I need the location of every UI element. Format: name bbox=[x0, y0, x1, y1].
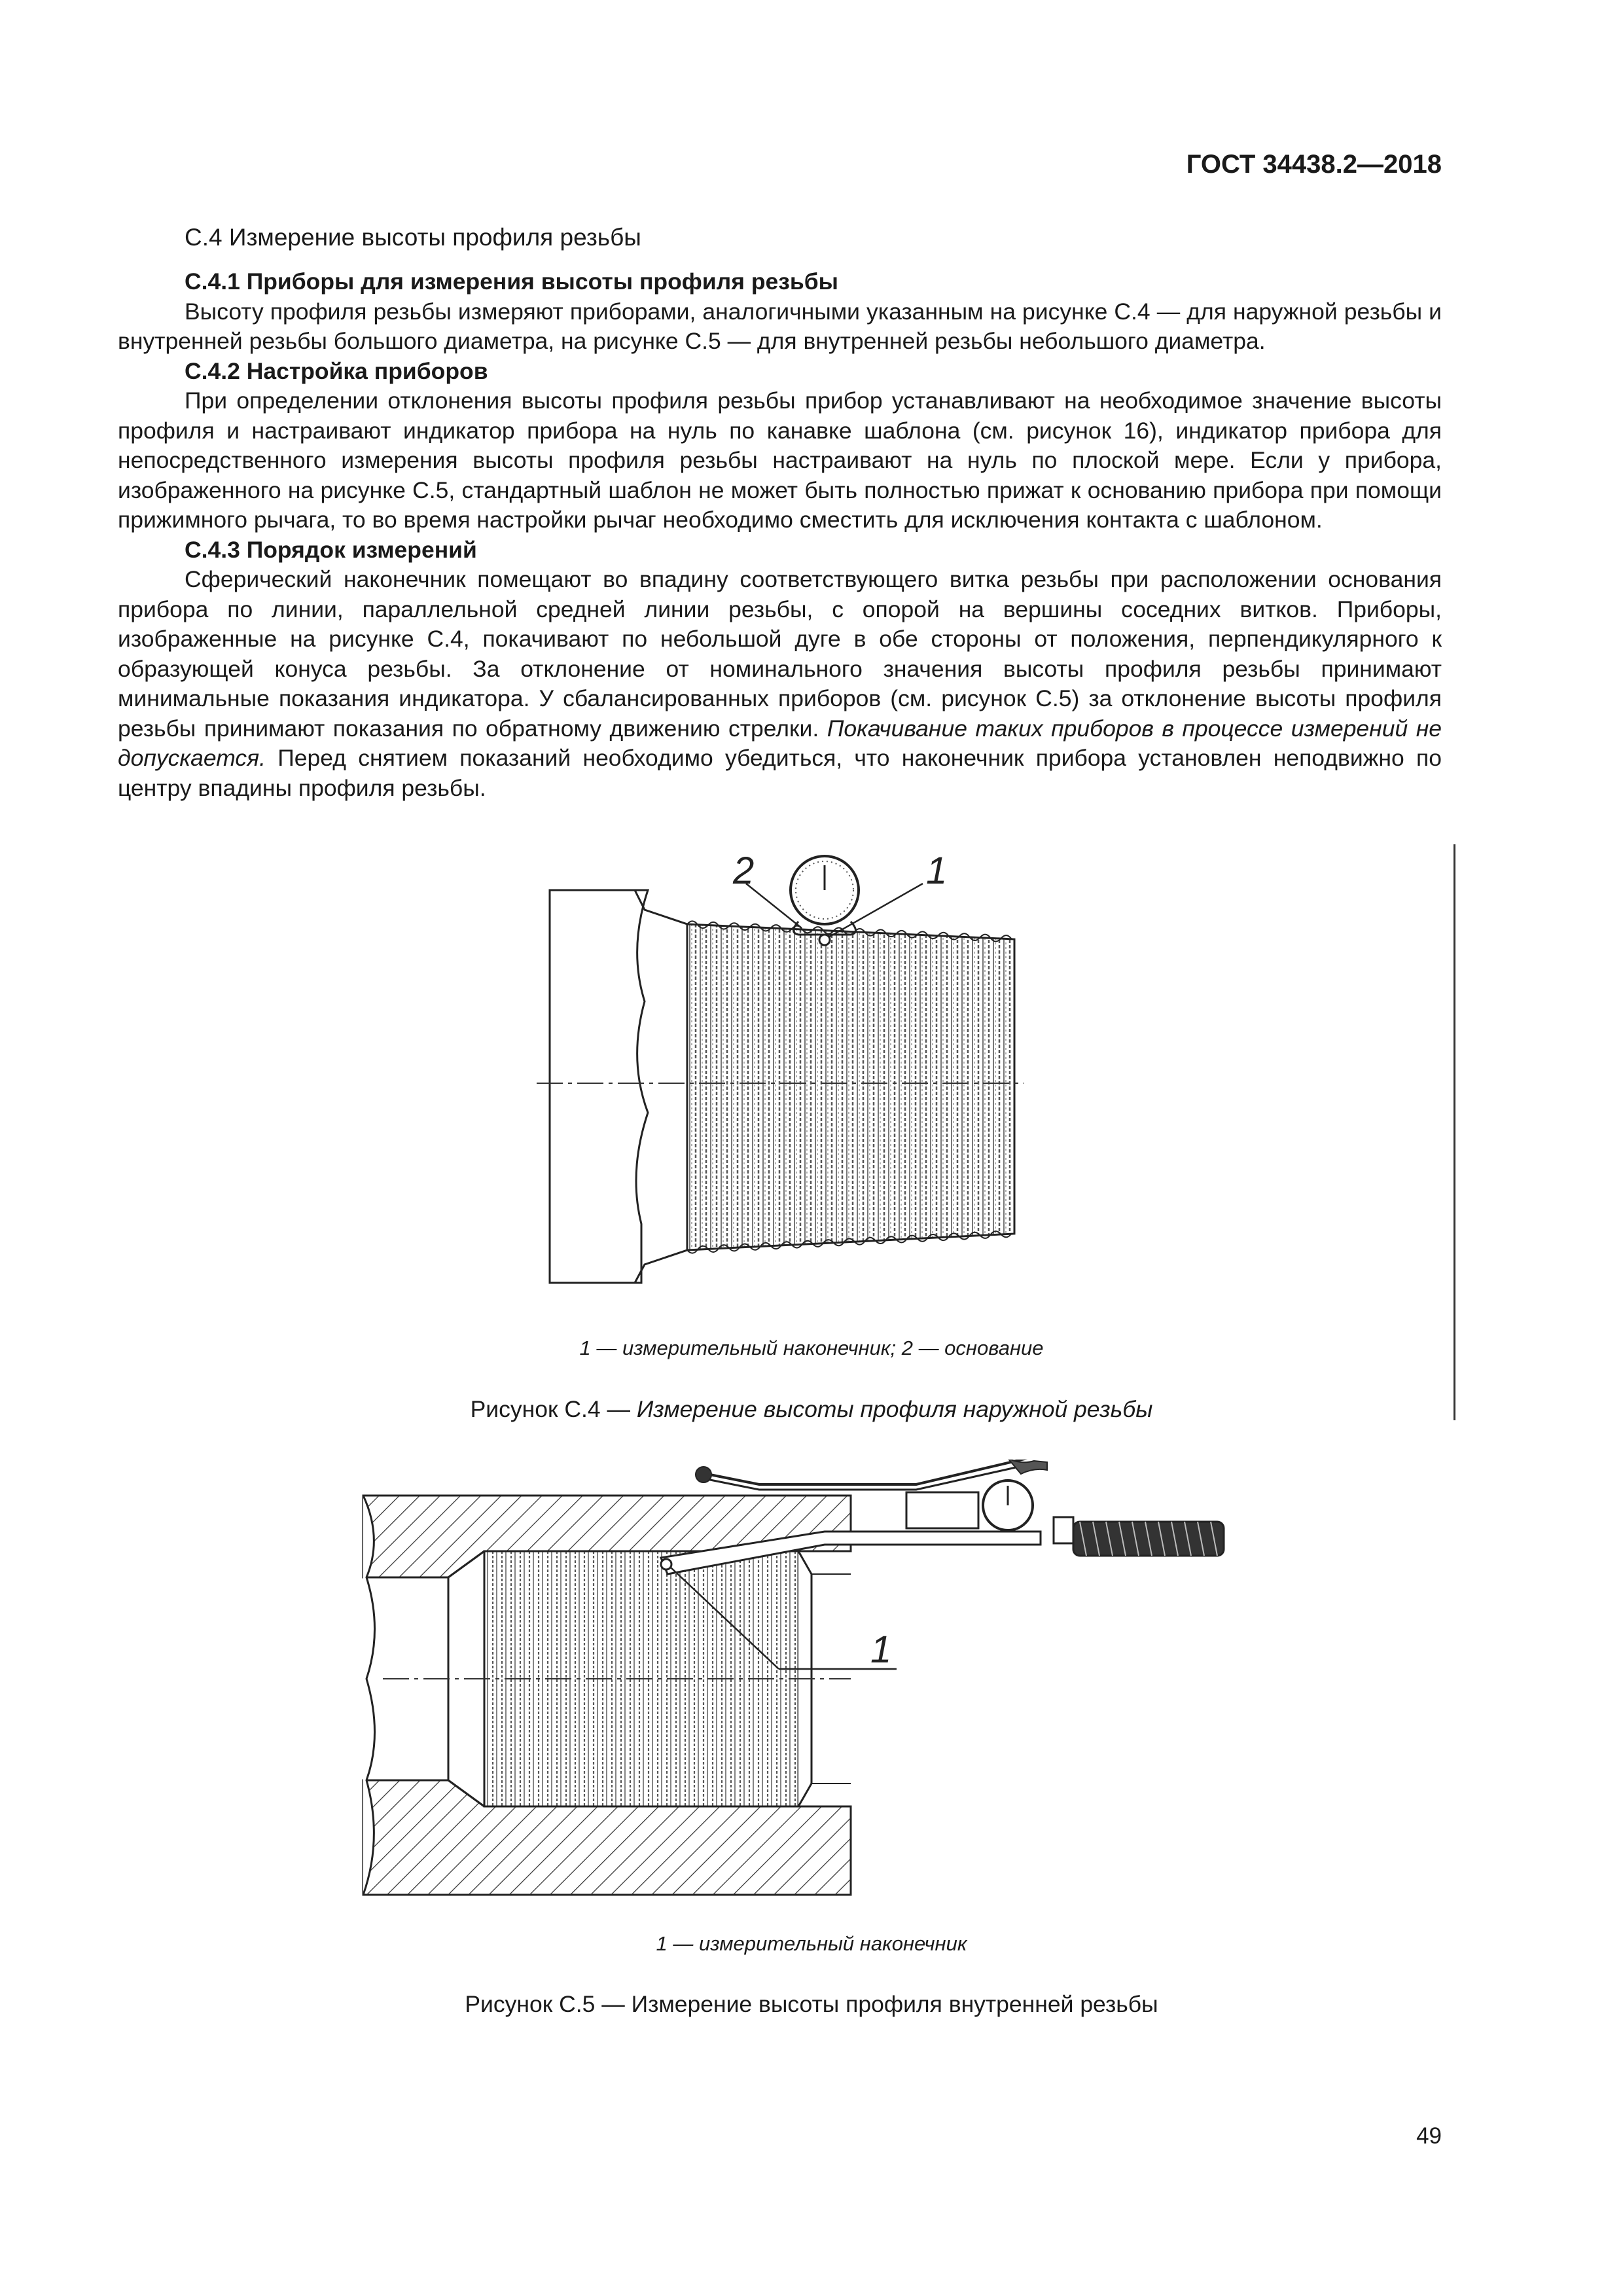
paragraph-c41: Высоту профиля резьбы измеряют приборами, аналогичными указанным на рисунке С.4 — для наружной резьбы и внутренней резьбы большого диаметра, на рисунке С.5 — для внутренней резьбы небольшого диаметра. bbox=[118, 298, 1442, 354]
paragraph-c43-text-end: Перед снятием показаний необходимо убедиться, что наконечник прибора установлен неподвижно по центру впадины профиля резьбы. bbox=[118, 745, 1442, 801]
figure-c4-legend: 1 — измерительный наконечник; 2 — основание bbox=[579, 1336, 1044, 1359]
subsection-heading-c42: С.4.2 Настройка приборов bbox=[185, 357, 488, 384]
shoulder bbox=[550, 890, 687, 1283]
measuring-tip bbox=[819, 935, 830, 945]
figure-c4-drawing bbox=[537, 851, 1034, 1322]
figure-c4-caption-title: Измерение высоты профиля наружной резьбы bbox=[636, 1396, 1153, 1422]
lever-pivot bbox=[696, 1467, 711, 1482]
subsection-heading-c41: С.4.1 Приборы для измерения высоты профиля резьбы bbox=[185, 268, 838, 295]
main-text bbox=[118, 267, 1442, 803]
revision-bar bbox=[1454, 844, 1455, 1420]
paragraph-c42: При определении отклонения высоты профиля резьбы прибор устанавливают на необходимое значение высоты профиля и настраивают индикатор прибора на нуль по канавке шаблона (см. рисунок 16), индикатор прибора для непосредственного измерения высоты профиля резьбы настраивают на нуль по плоской мере. Если у прибора, изображенного на рисунке С.5, стандартный шаблон не может быть полностью прижат к основанию прибора при помощи прижимного рычага, то во время настройки рычаг необходимо сместить для исключения контакта с шаблоном. bbox=[118, 387, 1442, 533]
paragraph-c43 bbox=[118, 565, 1442, 803]
document-header: ГОСТ 34438.2—2018 bbox=[1186, 150, 1442, 179]
figure-c4-label-2: 2 bbox=[733, 851, 755, 892]
paragraph-c43-text: Сферический наконечник помещают во впадину соответствующего витка резьбы при расположении основания прибора по линии, параллельной средней линии резьбы, с опорой на вершины соседних витков. Приборы, изображенные на рисунке С.4, покачивают по небольшой дуге в обе стороны от положения, перпендикулярного к образующей конуса резьбы. За отклонение от номинального значения высоты профиля резьбы принимают минимальные показания индикатора. У сбалансированных приборов (см. рисунок С.5) за отклонение высоты профиля резьбы принимают показания по обратному движению стрелки. bbox=[118, 566, 1442, 742]
break-line bbox=[363, 1496, 375, 1895]
workpiece-body bbox=[550, 890, 648, 1283]
figure-c5-drawing bbox=[353, 1460, 1237, 1911]
figure-c4-caption-prefix: Рисунок С.4 — bbox=[470, 1396, 637, 1422]
section-title: С.4 Измерение высоты профиля резьбы bbox=[185, 224, 641, 251]
pressure-lever bbox=[707, 1460, 1027, 1484]
threaded-section bbox=[687, 924, 1014, 1250]
subsection-heading-c43: С.4.3 Порядок измерений bbox=[185, 536, 477, 563]
paragraph-c43-italic: Покачивание таких приборов в процессе измерений не допускается. bbox=[118, 715, 1442, 771]
figure-c5-legend: 1 — измерительный наконечник bbox=[656, 1932, 967, 1955]
figure-c4-caption bbox=[0, 1395, 1623, 1424]
page-number: 49 bbox=[1416, 2123, 1442, 2149]
figure-c4-label-1: 1 bbox=[926, 851, 948, 892]
measuring-tip bbox=[661, 1559, 671, 1570]
figure-c5-label-1: 1 bbox=[870, 1628, 892, 1671]
figure-c5-caption: Рисунок С.5 — Измерение высоты профиля внутренней резьбы bbox=[465, 1991, 1158, 2017]
